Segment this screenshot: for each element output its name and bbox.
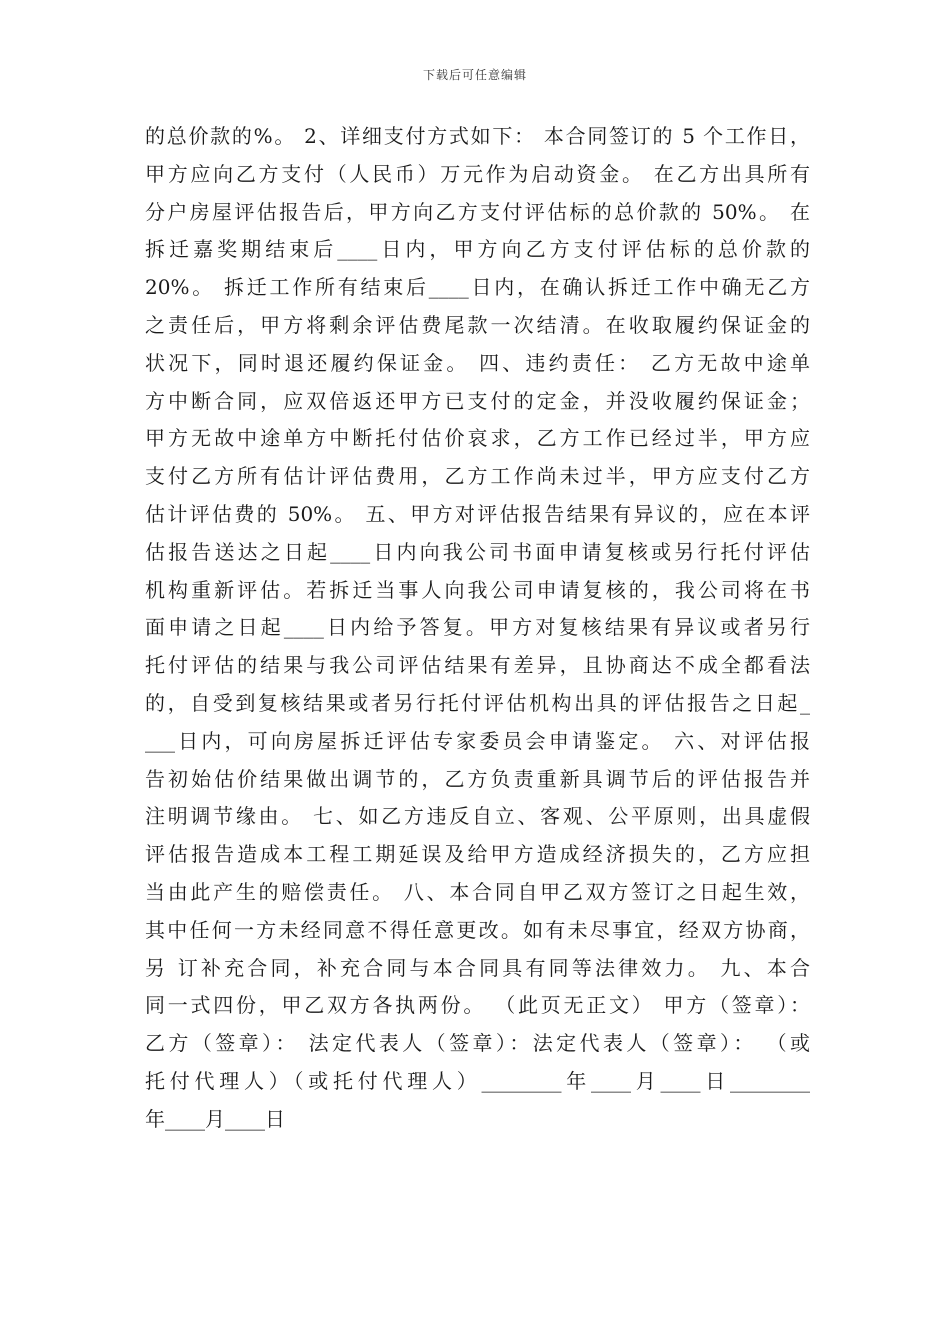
text-line: 同一式四份，甲乙双方各执两份。 （此页无正文） 甲方（签章）： [145,993,810,1018]
text-line: 的总价款的%。 2、详细支付方式如下： 本合同签订的 5 个工作日， [145,124,810,148]
text-line: 当由此产生的赔偿责任。 八、本合同自甲乙双方签订之日起生效， [145,879,810,904]
text-line: 年____月____日 [145,1106,285,1131]
text-line: 分户房屋评估报告后，甲方向乙方支付评估标的总价款的 50%。 在 [145,199,810,224]
text-line: 注明调节缘由。 七、如乙方违反自立、客观、公平原则，出具虚假 [145,804,810,829]
contract-body [145,118,810,1139]
text-line: 托付代理人）（或托付代理人）________年____月____日________ [145,1068,810,1093]
text-line: 机构重新评估。若拆迁当事人向我公司申请复核的，我公司将在书 [145,577,810,602]
text-line: ___日内，可向房屋拆迁评估专家委员会申请鉴定。 六、对评估报 [145,728,810,753]
text-line: 乙方（签章）： 法定代表人（签章）：法定代表人（签章）： （或 [145,1031,810,1056]
text-line: 托付评估的结果与我公司评估结果有差异，且协商达不成全都看法 [145,653,810,678]
text-line: 甲方应向乙方支付（人民币）万元作为启动资金。 在乙方出具所有 [145,161,810,186]
text-line: 的，自受到复核结果或者另行托付评估机构出具的评估报告之日起_ [145,690,810,715]
text-line: 评估报告造成本工程工期延误及给甲方造成经济损失的，乙方应担 [145,842,810,867]
text-line: 告初始估价结果做出调节的，乙方负责重新具调节后的评估报告并 [145,766,810,791]
text-line: 其中任何一方未经同意不得任意更改。如有未尽事宜，经双方协商， [145,917,810,942]
text-line: 状况下，同时退还履约保证金。 四、违约责任： 乙方无故中途单 [145,350,810,375]
text-line: 估报告送达之日起____日内向我公司书面申请复核或另行托付评估 [145,539,810,564]
text-line: 甲方无故中途单方中断托付估价哀求，乙方工作已经过半，甲方应 [145,426,810,451]
page-header: 下载后可任意编辑 [422,68,527,82]
text-line: 估计评估费的 50%。 五、甲方对评估报告结果有异议的，应在本评 [145,501,810,526]
text-line: 另 订补充合同，补充合同与本合同具有同等法律效力。 九、本合 [145,955,810,980]
text-line: 拆迁嘉奖期结束后____日内，甲方向乙方支付评估标的总价款的 [145,237,810,262]
text-line: 之责任后，甲方将剩余评估费尾款一次结清。在收取履约保证金的 [145,312,810,337]
text-line: 面申请之日起____日内给予答复。甲方对复核结果有异议或者另行 [145,615,810,640]
text-line: 支付乙方所有估计评估费用，乙方工作尚未过半，甲方应支付乙方 [145,464,810,489]
text-line: 20%。 拆迁工作所有结束后____日内，在确认拆迁工作中确无乙方 [145,275,810,300]
text-line: 方中断合同，应双倍返还甲方已支付的定金，并没收履约保证金； [145,388,810,413]
